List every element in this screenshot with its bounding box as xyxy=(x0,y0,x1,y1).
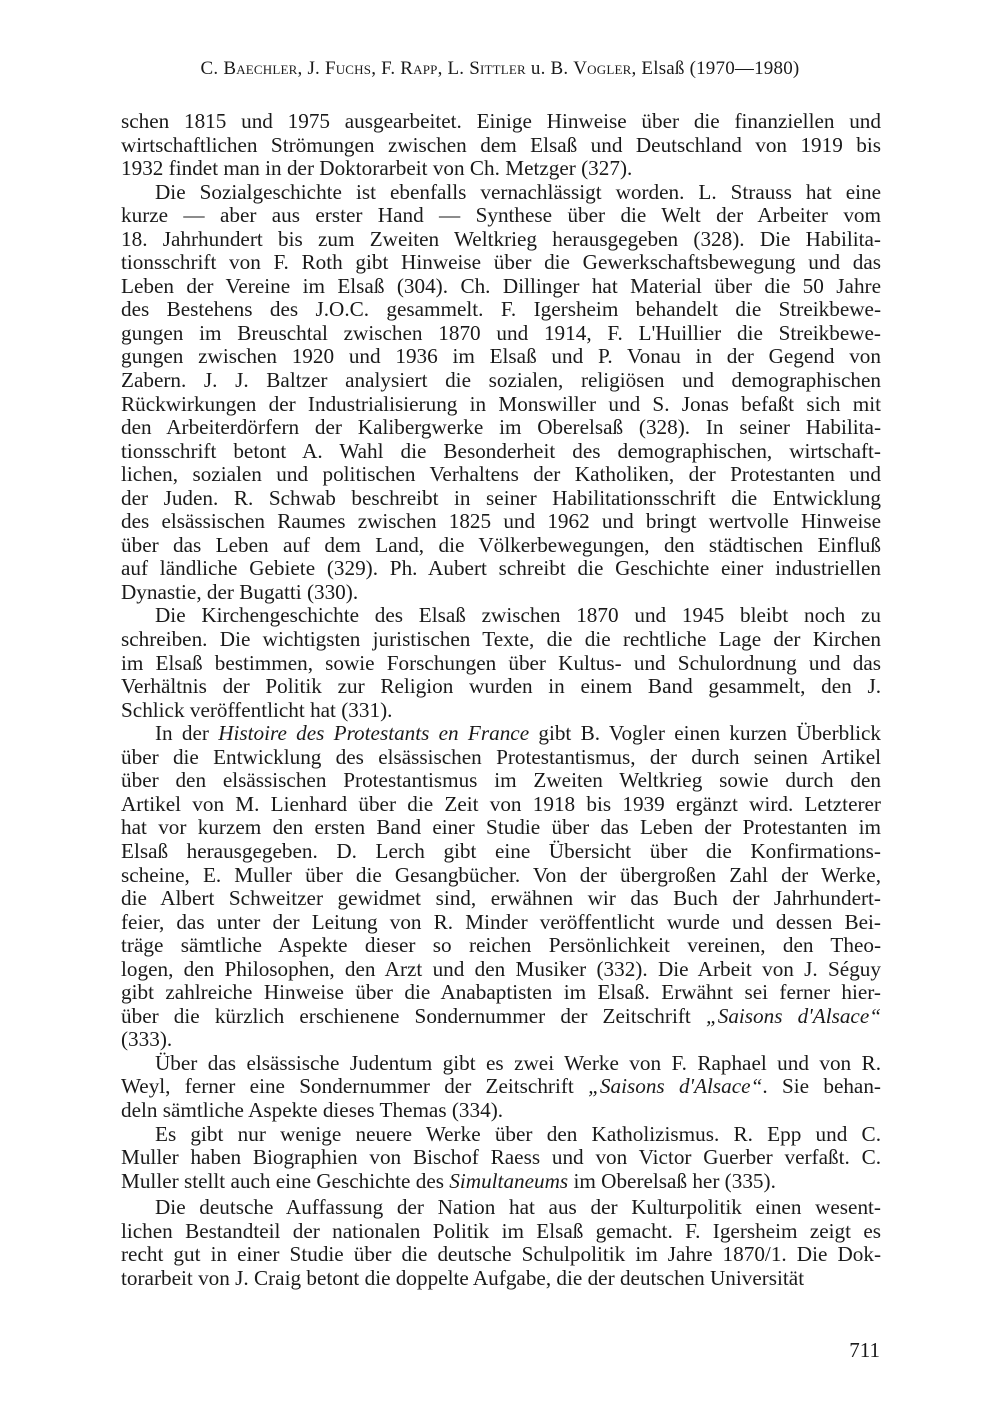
header-author3-name: Rapp xyxy=(400,58,438,79)
text-line: gungen im Breuschtal zwischen 1870 und 1914, F. L'Huillier die Streikbewe- xyxy=(121,320,881,345)
text-line: tionsschrift von F. Roth gibt Hinweise über die Gewerkschaftsbewegung und das xyxy=(121,250,881,275)
text-line: Rückwirkungen der Industrialisierung in Monswiller und S. Jonas befaßt sich mit xyxy=(121,391,881,416)
paragraph-gap xyxy=(121,1290,881,1293)
text-line: gungen zwischen 1920 und 1936 im Elsaß und P. Vonau in der Gegend von xyxy=(121,344,881,369)
text-line: Dynastie, der Bugatti (330). xyxy=(121,579,359,604)
text-line: lichen, sozialen und politischen Verhaltens der Katholiken, der Protestanten und xyxy=(121,462,881,487)
text-line: Muller haben Biographien von Bischof Raess und von Victor Guerber verfaßt. C. xyxy=(121,1145,881,1170)
text-line: über die Entwicklung des elsässischen Protestantismus, der durch seinen Artikel xyxy=(121,744,881,769)
paragraph xyxy=(121,722,881,1052)
text-line: träge sämtliche Aspekte dieser so reichen Persönlichkeit vereinen, den Theo- xyxy=(121,933,881,958)
text-line: über den elsässischen Protestantismus im Zweiten Weltkrieg sowie durch den xyxy=(121,768,881,793)
text-line: gibt zahlreiche Hinweise über die Anabaptisten im Elsaß. Erwähnt sei ferner hier- xyxy=(121,980,881,1005)
paragraph xyxy=(121,1052,881,1123)
text-line: schen 1815 und 1975 ausgearbeitet. Einige Hinweise über die finanziellen und xyxy=(121,109,881,133)
paragraph xyxy=(121,604,881,722)
text-line: Artikel von M. Lienhard über die Zeit von 1918 bis 1939 ergänzt wird. Letzterer xyxy=(121,791,881,816)
paragraph xyxy=(121,181,881,605)
text-line: des Bestehens des J.O.C. gesammelt. F. Igersheim behandelt die Streikbewe- xyxy=(121,297,881,322)
text-line: recht gut in einer Studie über die deutsche Schulpolitik im Jahre 1870/1. Die Dok- xyxy=(121,1242,881,1267)
text-line: 18. Jahrhundert bis zum Zweiten Weltkrieg herausgegeben (328). Die Habilita- xyxy=(121,226,881,251)
text-line: schreiben. Die wichtigsten juristischen Texte, die die rechtliche Lage der Kirchen xyxy=(121,627,881,652)
text-line: Weyl, ferner eine Sondernummer der Zeitschrift „Saisons d'Alsace“. Sie behan- xyxy=(121,1074,881,1099)
text-line: (333). xyxy=(121,1027,173,1052)
text-line: Schlick veröffentlicht hat (331). xyxy=(121,697,393,722)
text-line: lichen Bestandteil der nationalen Politik im Elsaß gemacht. F. Igersheim zeigt es xyxy=(121,1218,881,1243)
text-line: über das Leben auf dem Land, die Völkerbewegungen, den städtischen Einfluß xyxy=(121,532,881,557)
text-line: über die kürzlich erschienene Sondernummer der Zeitschrift „Saisons d'Alsace“ xyxy=(121,1003,882,1028)
text-line: deln sämtliche Aspekte dieses Themas (334). xyxy=(121,1097,504,1122)
paragraph xyxy=(121,1123,881,1194)
text-line: hat vor kurzem den ersten Band einer Studie über das Leben der Protestanten im xyxy=(121,815,881,840)
text-line: Zabern. J. J. Baltzer analysiert die sozialen, religiösen und demographischen xyxy=(121,368,881,393)
text-line: torarbeit von J. Craig betont die doppelte Aufgabe, die der deutschen Universität xyxy=(121,1265,805,1290)
text-line: In der Histoire des Protestants en France gibt B. Vogler einen kurzen Überblick xyxy=(155,721,882,746)
header-author4-initial: , L. xyxy=(437,58,470,79)
header-author4-name: Sittler xyxy=(469,58,526,79)
text-line: Die Kirchengeschichte des Elsaß zwischen 1870 und 1945 bleibt noch zu xyxy=(155,603,881,628)
page-number: 711 xyxy=(849,1338,880,1362)
text-line: logen, den Philosophen, den Arzt und den Musiker (332). Die Arbeit von J. Séguy xyxy=(121,956,881,981)
text-line: scheine, E. Muller über die Gesangbücher. Von der übergroßen Zahl der Werke, xyxy=(121,862,881,887)
header-author1-name: Baechler xyxy=(223,58,298,79)
text-line: Es gibt nur wenige neuere Werke über den Katholizismus. R. Epp und C. xyxy=(155,1121,881,1146)
text-line: den Arbeiterdörfern der Kalibergwerke im Oberelsaß (328). In seiner Habilita- xyxy=(121,415,881,440)
text-line: feier, das unter der Leitung von R. Minder veröffentlicht wurde und dessen Bei- xyxy=(121,909,881,934)
text-line: 1932 findet man in der Doktorarbeit von Ch. Metzger (327). xyxy=(121,156,633,181)
text-line: Die Sozialgeschichte ist ebenfalls vernachlässigt worden. L. Strauss hat eine xyxy=(155,179,881,204)
text-line: im Elsaß bestimmen, sowie Forschungen über Kultus- und Schulordnung und das xyxy=(121,650,881,675)
text-line: die Albert Schweitzer gewidmet sind, erwähnen wir das Buch der Jahrhundert- xyxy=(121,886,881,911)
header-author2-initial: , J. xyxy=(297,58,325,79)
text-line: wirtschaftlichen Strömungen zwischen dem Elsaß und Deutschland von 1919 bis xyxy=(121,132,881,157)
body-text xyxy=(121,110,881,1293)
header-author1-initial: C. xyxy=(200,58,224,79)
header-conjunction: u. B. xyxy=(525,58,574,79)
text-line: der Juden. R. Schwab beschreibt in seiner Habilitationsschrift die Entwicklung xyxy=(121,485,881,510)
header-author3-initial: , F. xyxy=(371,58,401,79)
running-header xyxy=(0,58,1000,80)
text-line: tionsschrift betont A. Wahl die Besonderheit des demographischen, wirtschaft- xyxy=(121,438,881,463)
header-author2-name: Fuchs xyxy=(324,58,372,79)
text-line: Leben der Vereine im Elsaß (304). Ch. Dillinger hat Material über die 50 Jahre xyxy=(121,273,881,298)
text-line: Über das elsässische Judentum gibt es zwei Werke von F. Raphael und von R. xyxy=(155,1050,881,1075)
text-line: des elsässischen Raumes zwischen 1825 und 1962 und bringt wertvolle Hinweise xyxy=(121,509,881,534)
text-line: Elsaß herausgegeben. D. Lerch gibt eine Übersicht über die Konfirmations- xyxy=(121,838,881,863)
text-line: Muller stellt auch eine Geschichte des Simultaneums im Oberelsaß her (335). xyxy=(121,1168,776,1193)
header-author5-name: Vogler xyxy=(573,58,632,79)
text-line: Verhältnis der Politik zur Religion wurden in einem Band gesammelt, den J. xyxy=(121,674,881,699)
text-line: Die deutsche Auffassung der Nation hat aus der Kulturpolitik einen wesent- xyxy=(155,1195,881,1220)
text-line: auf ländliche Gebiete (329). Ph. Aubert schreibt die Geschichte einer industriellen xyxy=(121,556,881,581)
paragraph xyxy=(121,1196,881,1290)
header-title: , Elsaß (1970—1980) xyxy=(631,58,800,79)
paragraph xyxy=(121,110,881,181)
text-line: kurze — aber aus erster Hand — Synthese über die Welt der Arbeiter vom xyxy=(121,203,881,228)
